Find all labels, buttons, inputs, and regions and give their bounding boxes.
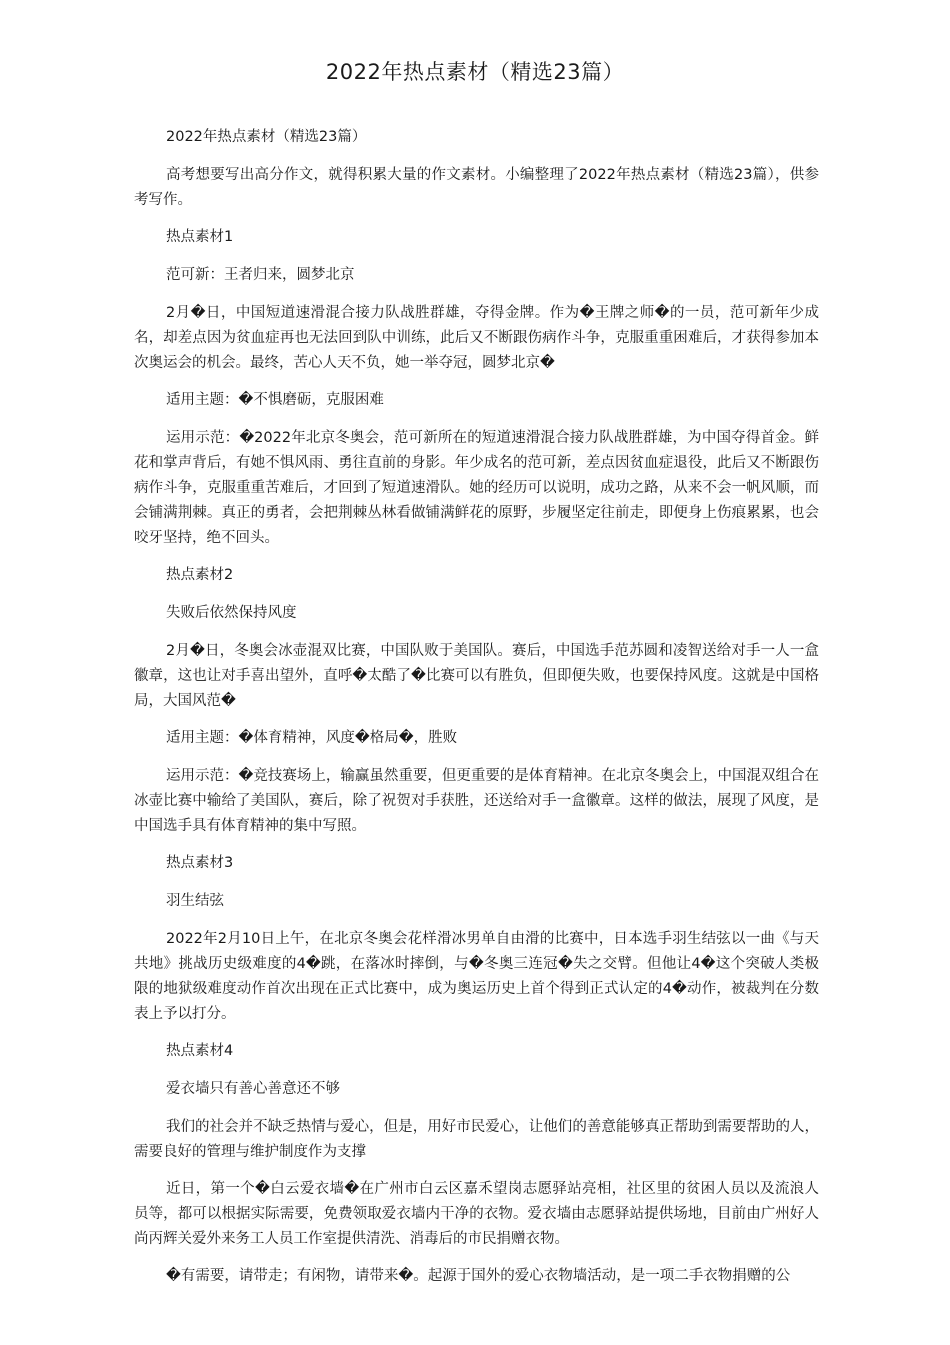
section-subheading: 爱衣墙只有善心善意还不够 [166, 1081, 340, 1097]
section-subheading: 失败后依然保持风度 [166, 605, 297, 621]
example-paragraph: 运用示范：�竞技赛场上，输赢虽然重要，但更重要的是体育精神。在北京冬奥会上，中国混双组合在冰壶比赛中输给了美国队，赛后，除了祝贺对手获胜，还送给对手一盒徽章。这样的做法，展现了风度，是中国选手具有体育精神的集中写照。 [134, 768, 819, 834]
body-paragraph: 近日，第一个�白云爱衣墙�在广州市白云区嘉禾望岗志愿驿站亮相，社区里的贫困人员以及流浪人员等，都可以根据实际需要，免费领取爱衣墙内干净的衣物。爱衣墙由志愿驿站提供场地，目前由广州好人尚丙辉关爱外来务工人员工作室提供清洗、消毒后的市民捐赠衣物。 [134, 1181, 819, 1247]
section-heading: 热点素材4 [166, 1043, 234, 1059]
document-title: 2022年热点素材（精选23篇） [325, 60, 625, 84]
theme-line: 适用主题：�体育精神，风度�格局�，胜败 [166, 730, 458, 746]
body-paragraph: �有需要，请带走；有闲物，请带来�。起源于国外的爱心衣物墙活动，是一项二手衣物捐赠的公 [166, 1268, 791, 1284]
body-paragraph: 2022年2月10日上午，在北京冬奥会花样滑冰男单自由滑的比赛中，日本选手羽生结弦以一曲《与天共地》挑战历史级难度的4�跳，在落冰时摔倒，与�冬奥三连冠�失之交臂。但他让4�这个突破人类极限的地狱级难度动作首次出现在正式比赛中，成为奥运历史上首个得到正式认定的4�动作，被裁判在分数表上予以打分。 [134, 931, 819, 1022]
intro-paragraph: 高考想要写出高分作文，就得积累大量的作文素材。小编整理了2022年热点素材（精选23篇），供参考写作。 [134, 167, 819, 208]
section-heading: 热点素材1 [166, 229, 234, 245]
body-paragraph: 2月�日，冬奥会冰壶混双比赛，中国队败于美国队。赛后，中国选手范苏圆和凌智送给对手一人一盒徽章，这也让对手喜出望外，直呼�太酷了�比赛可以有胜负，但即便失败，也要保持风度。这就是中国格局，大国风范� [134, 643, 819, 709]
example-paragraph: 运用示范：�2022年北京冬奥会，范可新所在的短道速滑混合接力队战胜群雄，为中国夺得首金。鲜花和掌声背后，有她不惧风雨、勇往直前的身影。年少成名的范可新，差点因贫血症退役，此后又不断跟伤病作斗争，克服重重苦难后，才回到了短道速滑队。她的经历可以说明，成功之路，从来不会一帆风顺，而会铺满荆棘。真正的勇者，会把荆棘丛林看做铺满鲜花的原野，步履坚定往前走，即便身上伤痕累累，也会咬牙坚持，绝不回头。 [134, 430, 819, 546]
body-paragraph: 2月�日，中国短道速滑混合接力队战胜群雄，夺得金牌。作为�王牌之师�的一员，范可新年少成名，却差点因为贫血症再也无法回到队中训练，此后又不断跟伤病作斗争，克服重重困难后，才获得参加本次奥运会的机会。最终，苦心人天不负，她一举夺冠，圆梦北京� [134, 305, 819, 371]
section-subheading: 范可新：王者归来，圆梦北京 [166, 267, 355, 283]
document-body [134, 125, 819, 1301]
section-subheading: 羽生结弦 [166, 893, 224, 909]
section-heading: 热点素材2 [166, 567, 234, 583]
subtitle-paragraph: 2022年热点素材（精选23篇） [166, 129, 367, 145]
body-paragraph: 我们的社会并不缺乏热情与爱心，但是，用好市民爱心，让他们的善意能够真正帮助到需要帮助的人，需要良好的管理与维护制度作为支撑 [134, 1119, 819, 1160]
section-heading: 热点素材3 [166, 855, 234, 871]
theme-line: 适用主题：�不惧磨砺，克服困难 [166, 392, 384, 408]
